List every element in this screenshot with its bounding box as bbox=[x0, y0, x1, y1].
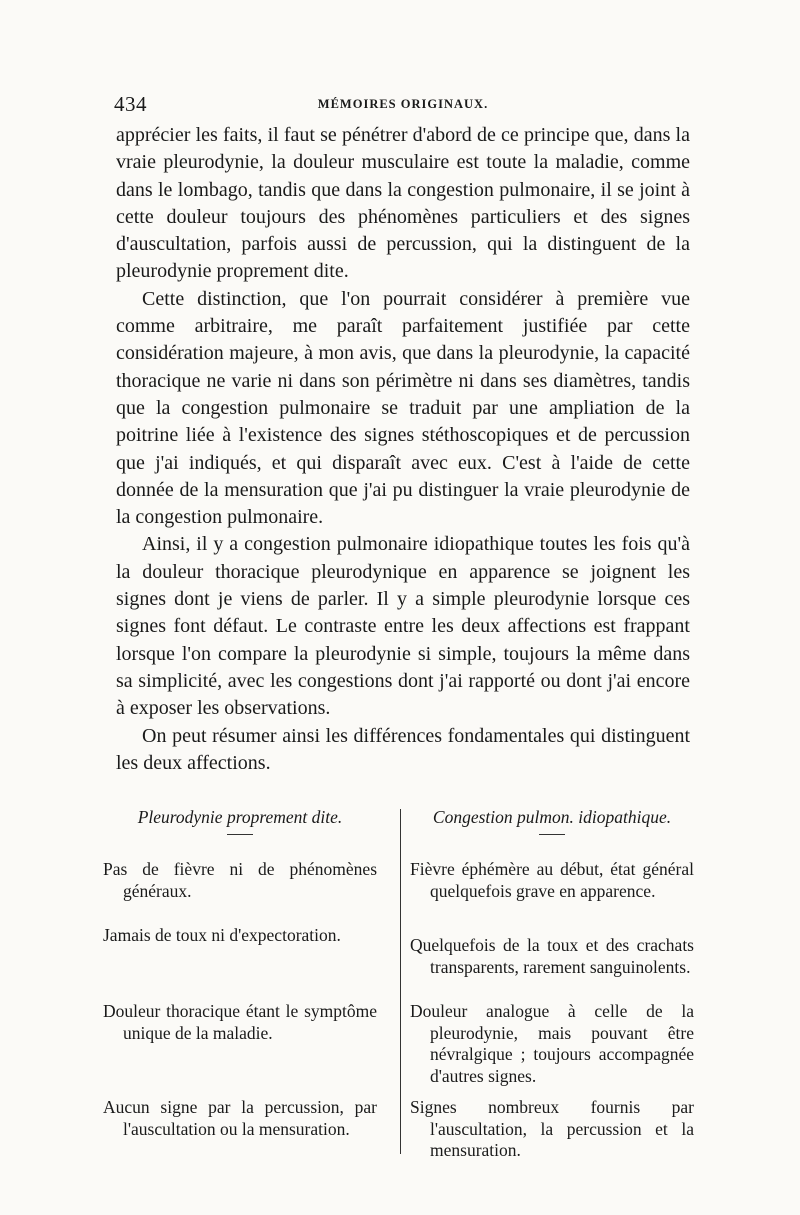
right-entry bbox=[410, 935, 694, 978]
left-entry bbox=[103, 925, 377, 947]
heading-dash bbox=[227, 834, 253, 835]
right-entry-text: Douleur analogue à celle de la pleurodynie, mais pouvant être névralgique ; toujours accompagnée d'autres signes. bbox=[410, 1001, 694, 1086]
left-entry-text: Aucun signe par la percussion, par l'auscultation ou la mensuration. bbox=[103, 1097, 377, 1139]
right-entry bbox=[410, 1097, 694, 1162]
left-heading-text: Pleurodynie proprement dite. bbox=[137, 807, 343, 828]
right-column-heading bbox=[410, 807, 694, 829]
heading-dash bbox=[539, 834, 565, 835]
left-entry-text: Jamais de toux ni d'expectoration. bbox=[103, 925, 341, 946]
page-number: 434 bbox=[114, 92, 147, 116]
column-divider bbox=[400, 809, 401, 1154]
running-title: MÉMOIRES ORIGINAUX. bbox=[317, 97, 489, 111]
left-entry bbox=[103, 1097, 377, 1140]
paragraph: Ainsi, il y a congestion pulmonaire idiopathique toutes les fois qu'à la douleur thoracique pleurodynique en apparence se joignent les signes dont je viens de parler. Il y a simple pleurodynie lorsque ces signes font défaut. Le contraste entre les deux affections est frappant lorsque l'on compare la pleurodynie si simple, toujours la même dans sa simplicité, avec les congestions dont j'ai rapporté ou dont j'ai encore à exposer les observations. bbox=[116, 533, 690, 720]
left-entry bbox=[103, 859, 377, 902]
right-entry bbox=[410, 1001, 694, 1087]
right-heading-text: Congestion pulmon. idiopathique. bbox=[432, 807, 672, 828]
paragraph: apprécier les faits, il faut se pénétrer d'abord de ce principe que, dans la vraie pleurodynie, la douleur musculaire est toute la maladie, comme dans le lombago, tandis que dans la congestion pulmonaire, il se joint à cette douleur toujours des phénomènes particuliers et des signes d'auscultation, parfois aussi de percussion, qui la distinguent de la pleurodynie proprement dite. bbox=[116, 124, 690, 283]
paragraph: On peut résumer ainsi les différences fondamentales qui distinguent les deux affections. bbox=[116, 724, 690, 774]
left-entry-text: Douleur thoracique étant le symptôme unique de la maladie. bbox=[103, 1001, 377, 1043]
right-entry-text: Signes nombreux fournis par l'auscultation, la percussion et la mensuration. bbox=[410, 1097, 694, 1161]
comparison-table bbox=[103, 807, 694, 1161]
left-entry bbox=[103, 1001, 377, 1044]
page-header bbox=[116, 92, 690, 122]
right-entry bbox=[410, 859, 694, 902]
right-entry-text: Fièvre éphémère au début, état général quelquefois grave en apparence. bbox=[410, 859, 694, 901]
paragraph: Cette distinction, que l'on pourrait considérer à première vue comme arbitraire, me paraît parfaitement justifiée par cette considération majeure, à mon avis, que dans la pleurodynie, la capacité thoracique ne varie ni dans son périmètre ni dans ses diamètres, tandis que la congestion pulmonaire se traduit par une ampliation de la poitrine liée à l'existence des signes stéthoscopiques et de percussion que j'ai indiqués, et qui disparaît avec eux. C'est à l'aide de cette donnée de la mensuration que j'ai pu distinguer la vraie pleurodynie de la congestion pulmonaire. bbox=[116, 287, 690, 529]
right-entry-text: Quelquefois de la toux et des crachats transparents, rarement sanguinolents. bbox=[410, 935, 694, 977]
body-text bbox=[116, 122, 690, 777]
left-column-heading bbox=[103, 807, 377, 829]
left-column bbox=[103, 807, 377, 1139]
left-entry-text: Pas de fièvre ni de phénomènes généraux. bbox=[103, 859, 377, 901]
right-column bbox=[410, 807, 694, 1161]
document-page bbox=[103, 92, 694, 1161]
